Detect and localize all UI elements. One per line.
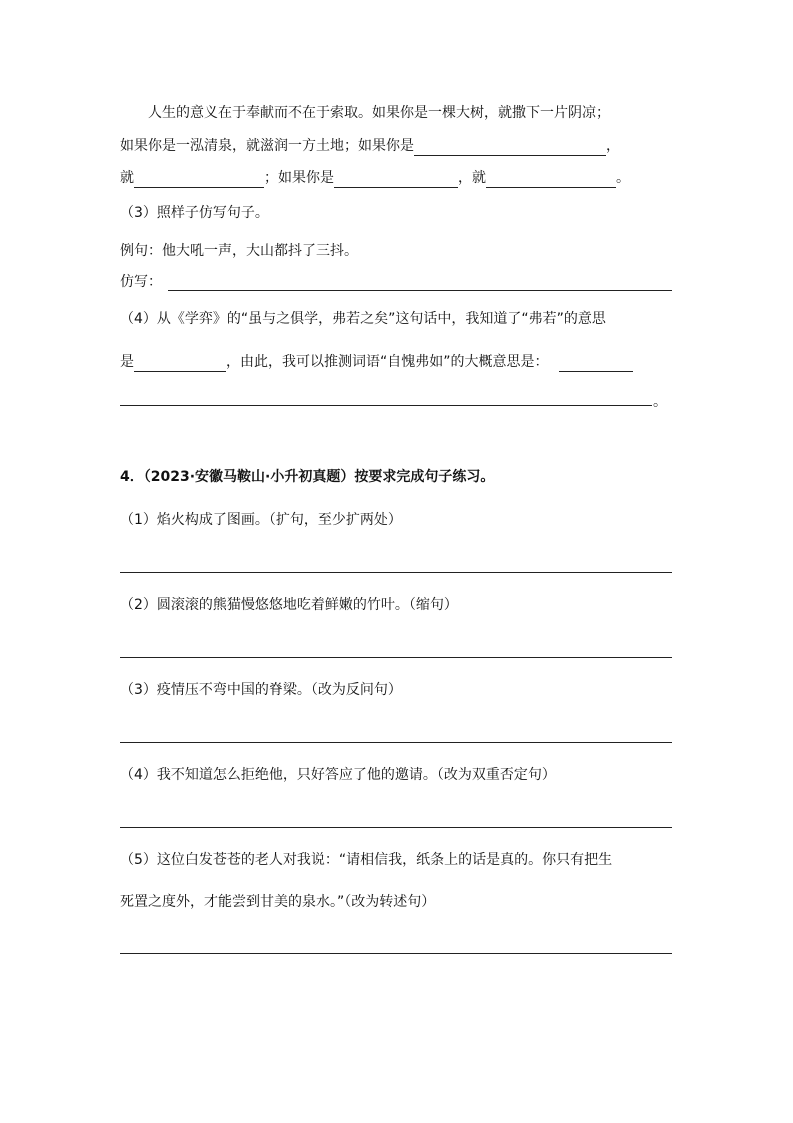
q4-item-2: （2）圆滚滚的熊猫慢悠悠地吃着鲜嫩的竹叶。（缩句） <box>120 597 458 613</box>
q4-answer-line-1[interactable] <box>120 572 672 573</box>
passage-line-3-d: 。 <box>616 170 630 186</box>
part4-line-3-end: 。 <box>653 394 667 410</box>
fill-blank-1[interactable] <box>414 139 606 156</box>
q4-item-5-line-1: （5）这位白发苍苍的老人对我说：“请相信我，纸条上的话是真的。你只有把生 <box>120 852 613 868</box>
passage-line-2-text: 如果你是一泓清泉，就滋润一方土地；如果你是 <box>120 138 414 154</box>
q4-item-3: （3）疫情压不弯中国的脊梁。（改为反问句） <box>120 682 402 698</box>
part4-line-2-a: 是 <box>120 354 134 370</box>
fill-blank-3[interactable] <box>334 171 458 188</box>
passage-line-3-a: 就 <box>120 170 134 186</box>
passage-line-2-comma: ， <box>606 138 620 154</box>
q4-answer-line-2[interactable] <box>120 657 672 658</box>
part3-title: （3）照样子仿写句子。 <box>120 205 269 221</box>
passage-line-3-c: ，就 <box>458 170 486 186</box>
part3-example: 例句：他大吼一声，大山都抖了三抖。 <box>120 243 358 259</box>
part3-imitate-label: 仿写： <box>120 274 162 290</box>
q4-answer-line-3[interactable] <box>120 742 672 743</box>
part4-answer-line[interactable] <box>120 405 652 406</box>
fill-blank-4[interactable] <box>486 171 616 188</box>
q4-heading: 4．（2023·安徽马鞍山·小升初真题）按要求完成句子练习。 <box>120 469 495 485</box>
part4-line-2 <box>120 352 633 372</box>
imitate-answer-line[interactable] <box>168 290 672 291</box>
part4-line-1: （4）从《学弈》的“虽与之俱学，弗若之矣”这句话中，我知道了“弗若”的意思 <box>120 311 606 327</box>
passage-line-2 <box>120 136 620 156</box>
q4-answer-line-5[interactable] <box>120 953 672 954</box>
part4-line-2-b: ，由此，我可以推测词语“自愧弗如”的大概意思是： <box>226 354 549 370</box>
fill-blank-fuoruo[interactable] <box>134 355 226 372</box>
q4-item-5-line-2: 死置之度外，才能尝到甘美的泉水。”（改为转述句） <box>120 894 436 910</box>
passage-line-3-b: ；如果你是 <box>264 170 334 186</box>
passage-line-3 <box>120 168 630 188</box>
q4-item-1: （1）焰火构成了图画。（扩句，至少扩两处） <box>120 512 402 528</box>
q4-item-4: （4）我不知道怎么拒绝他，只好答应了他的邀请。（改为双重否定句） <box>120 767 556 783</box>
fill-blank-zikui-start[interactable] <box>559 355 633 372</box>
fill-blank-2[interactable] <box>134 171 264 188</box>
q4-answer-line-4[interactable] <box>120 827 672 828</box>
passage-line-1: 人生的意义在于奉献而不在于索取。如果你是一棵大树，就撒下一片阴凉； <box>148 105 610 121</box>
